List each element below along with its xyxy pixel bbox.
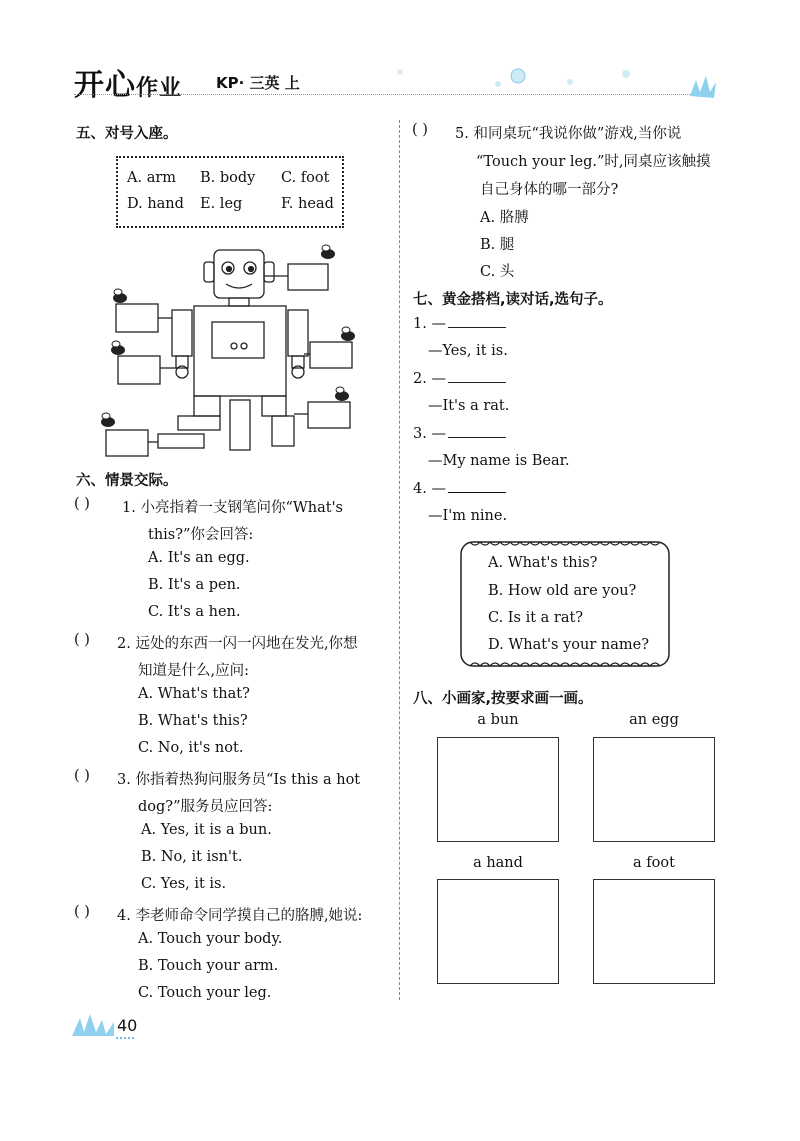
- word-hand: D. hand: [127, 196, 184, 212]
- word-head: F. head: [281, 196, 334, 212]
- s7-item3-num: 3. —: [413, 426, 446, 442]
- brand-part2: 作业: [136, 76, 183, 101]
- q1-option-c: C. It's a hen.: [148, 604, 241, 620]
- section6-title: 六、情景交际。: [76, 473, 178, 489]
- series-label: KP· 三英 上: [216, 74, 300, 92]
- draw-label-hand: a hand: [473, 855, 523, 871]
- header-bubbles-decoration: [390, 62, 720, 102]
- q1-answer-paren[interactable]: ( ): [74, 496, 90, 512]
- q3-option-a: A. Yes, it is a bun.: [141, 822, 272, 838]
- draw-box-egg[interactable]: [593, 737, 715, 842]
- s7-item1-num: 1. —: [413, 316, 446, 332]
- s7-item2-num: 2. —: [413, 371, 446, 387]
- word-leg: E. leg: [200, 196, 243, 212]
- q5-text-line3: 自己身体的哪一部分?: [480, 182, 619, 198]
- brand-part1: 开心: [74, 68, 136, 103]
- section8-title: 八、小画家,按要求画一画。: [413, 691, 593, 707]
- q1-text-line2: this?”你会回答:: [148, 527, 254, 543]
- draw-box-bun[interactable]: [437, 737, 559, 842]
- s7-item2: [413, 371, 506, 387]
- page-number: 40: [117, 1016, 138, 1035]
- q4-answer-paren[interactable]: ( ): [74, 904, 90, 920]
- word-body: B. body: [200, 170, 256, 186]
- q1-text-line1: 1. 小亮指着一支钢笔问你“What's: [122, 500, 343, 516]
- s7-option-d: D. What's your name?: [488, 637, 649, 653]
- q4-option-c: C. Touch your leg.: [138, 985, 272, 1001]
- draw-label-bun: a bun: [477, 712, 519, 728]
- s7-item2-blank[interactable]: [448, 381, 506, 383]
- s7-item1-blank[interactable]: [448, 326, 506, 328]
- q2-answer-paren[interactable]: ( ): [74, 632, 90, 648]
- q4-text-line1: 4. 李老师命令同学摸自己的胳膊,她说:: [117, 908, 363, 924]
- q1-option-b: B. It's a pen.: [148, 577, 241, 593]
- s7-item4-answer: —I'm nine.: [428, 508, 508, 524]
- draw-label-egg: an egg: [629, 712, 679, 728]
- q3-answer-paren[interactable]: ( ): [74, 768, 90, 784]
- q3-option-b: B. No, it isn't.: [141, 849, 243, 865]
- draw-box-hand[interactable]: [437, 879, 559, 984]
- s7-option-c: C. Is it a rat?: [488, 610, 584, 626]
- draw-box-foot[interactable]: [593, 879, 715, 984]
- s7-item3-answer: —My name is Bear.: [428, 453, 570, 469]
- word-foot: C. foot: [281, 170, 330, 186]
- s7-item1: [413, 316, 506, 332]
- q5-text-line1: 5. 和同桌玩“我说你做”游戏,当你说: [455, 126, 682, 142]
- column-divider: [399, 120, 400, 1000]
- q5-option-b: B. 腿: [480, 237, 515, 253]
- s7-item4-blank[interactable]: [448, 491, 506, 493]
- word-arm: A. arm: [127, 170, 177, 186]
- s7-item3-blank[interactable]: [448, 436, 506, 438]
- s7-option-a: A. What's this?: [488, 555, 598, 571]
- brand-title: [74, 60, 182, 104]
- word-bank-box: [116, 156, 344, 228]
- q2-option-a: A. What's that?: [138, 686, 250, 702]
- q2-text-line2: 知道是什么,应问:: [138, 663, 249, 679]
- q4-option-b: B. Touch your arm.: [138, 958, 279, 974]
- section7-title: 七、黄金搭档,读对话,选句子。: [413, 292, 613, 308]
- q1-option-a: A. It's an egg.: [148, 550, 250, 566]
- q5-option-a: A. 胳膊: [480, 210, 529, 226]
- q4-option-a: A. Touch your body.: [138, 931, 283, 947]
- s7-item3: [413, 426, 506, 442]
- robot-illustration: [96, 238, 366, 458]
- q3-text-line1: 3. 你指着热狗问服务员“Is this a hot: [117, 772, 361, 788]
- draw-label-foot: a foot: [633, 855, 675, 871]
- q5-option-c: C. 头: [480, 264, 515, 280]
- s7-option-b: B. How old are you?: [488, 583, 637, 599]
- q2-option-c: C. No, it's not.: [138, 740, 244, 756]
- q5-answer-paren[interactable]: ( ): [412, 122, 428, 138]
- s7-item1-answer: —Yes, it is.: [428, 343, 508, 359]
- s7-item2-answer: —It's a rat.: [428, 398, 510, 414]
- section5-title: 五、对号入座。: [76, 126, 178, 142]
- q3-option-c: C. Yes, it is.: [141, 876, 227, 892]
- q5-text-line2: “Touch your leg.”时,同桌应该触摸: [476, 154, 711, 170]
- q3-text-line2: dog?”服务员应回答:: [138, 799, 273, 815]
- q2-option-b: B. What's this?: [138, 713, 248, 729]
- q2-text-line1: 2. 远处的东西一闪一闪地在发光,你想: [117, 636, 358, 652]
- s7-item4: [413, 481, 506, 497]
- s7-item4-num: 4. —: [413, 481, 446, 497]
